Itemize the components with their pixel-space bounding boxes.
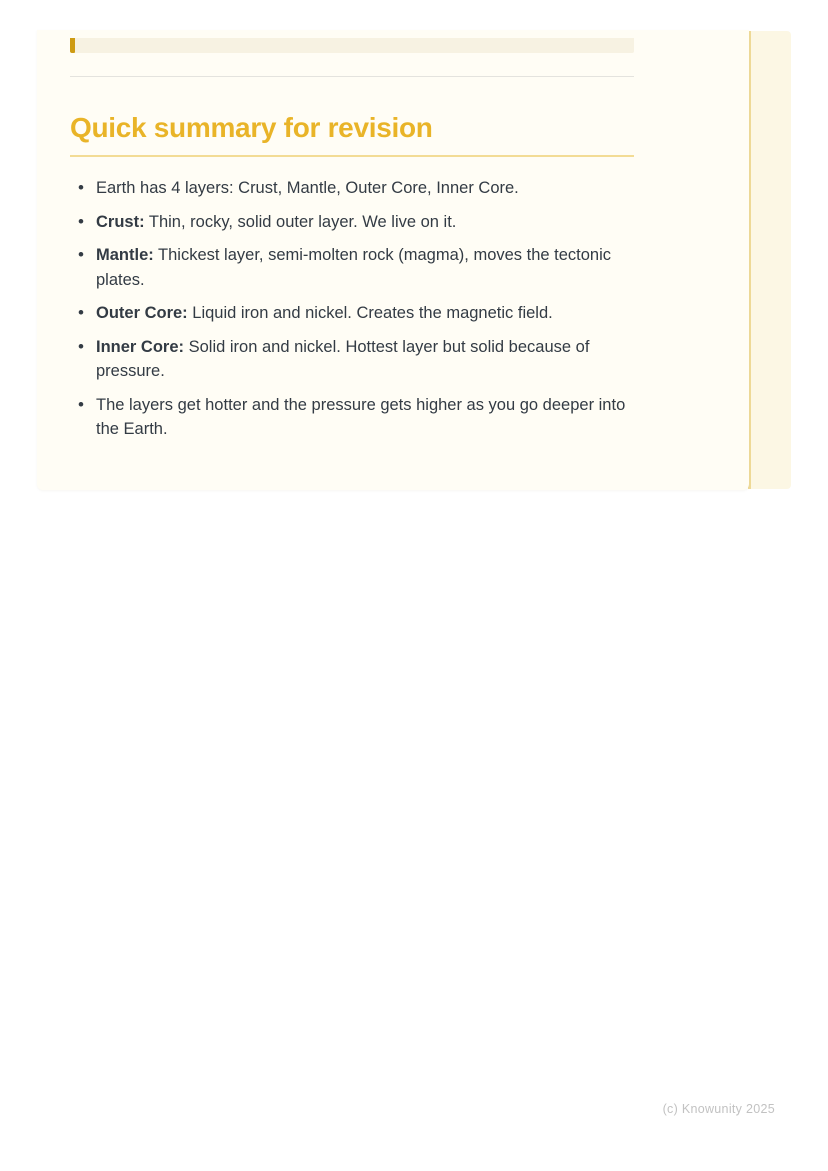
list-item-text: Solid iron and nickel. Hottest layer but solid because of pressure.	[96, 337, 590, 380]
list-item-text: Earth has 4 layers: Crust, Mantle, Outer Core, Inner Core.	[96, 179, 519, 197]
list-item-text: Liquid iron and nickel. Creates the magnetic field.	[187, 304, 553, 322]
list-item	[70, 393, 636, 442]
list-item-bold: Mantle:	[96, 246, 154, 264]
list-item	[70, 243, 636, 292]
list-item	[70, 335, 636, 384]
section-heading: Quick summary for revision	[70, 112, 433, 143]
list-item-text: Thickest layer, semi-molten rock (magma), moves the tectonic plates.	[96, 246, 612, 289]
list-item-text: The layers get hotter and the pressure gets higher as you go deeper into the Earth.	[96, 395, 626, 438]
list-item	[70, 210, 636, 235]
list-item-bold: Outer Core:	[96, 304, 188, 322]
callout-remnant	[70, 38, 634, 53]
next-page-edge	[748, 31, 791, 489]
summary-list	[70, 176, 636, 451]
section-divider	[70, 76, 634, 77]
callout-band	[75, 38, 634, 53]
heading-underline	[70, 155, 634, 157]
list-item-text: Thin, rocky, solid outer layer. We live on it.	[144, 212, 457, 231]
list-item	[70, 176, 636, 201]
list-item-bold: Inner Core:	[96, 337, 185, 356]
list-item	[70, 301, 636, 326]
list-item-bold: Crust:	[96, 212, 145, 231]
copyright-footer: (c) Knowunity 2025	[662, 1102, 775, 1116]
notes-card	[37, 30, 749, 490]
